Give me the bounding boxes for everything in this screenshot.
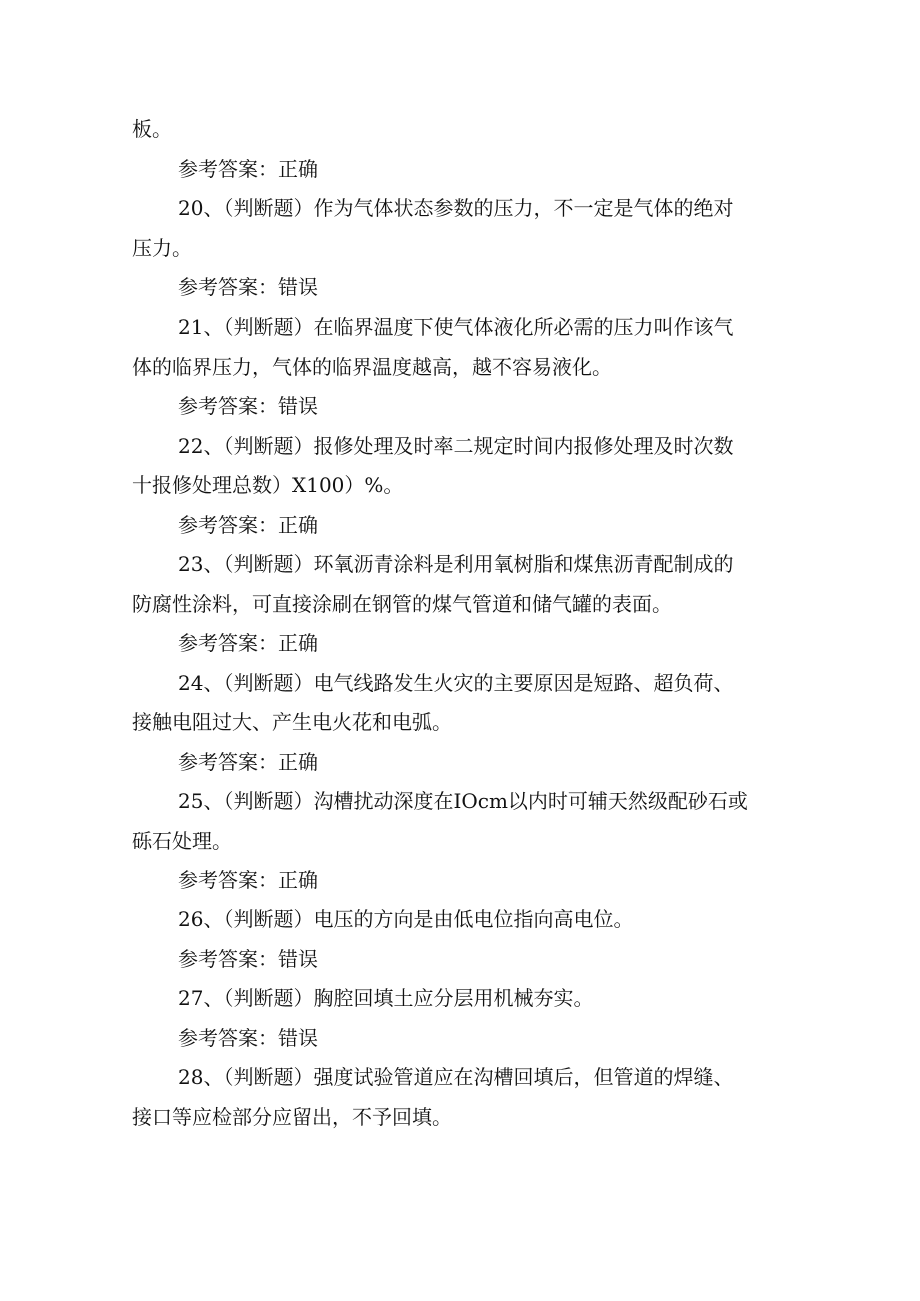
question-25-line-2: 砾石处理。: [132, 829, 232, 853]
answer-22: 参考答案：正确: [178, 513, 318, 537]
question-26: 26、（判断题）电压的方向是由低电位指向高电位。: [178, 907, 634, 931]
answer-25: 参考答案：正确: [178, 868, 318, 892]
question-21-line-1: 21、（判断题）在临界温度下使气体液化所必需的压力叫作该气: [178, 315, 734, 339]
question-19-continuation: 板。: [132, 117, 172, 141]
question-20-line-2: 压力。: [132, 236, 192, 260]
question-22-line-1: 22、（判断题）报修处理及时率二规定时间内报修处理及时次数: [178, 434, 734, 458]
answer-20: 参考答案：错误: [178, 275, 318, 299]
question-24-line-1: 24、（判断题）电气线路发生火灾的主要原因是短路、超负荷、: [178, 671, 734, 695]
answer-26: 参考答案：错误: [178, 947, 318, 971]
answer-21: 参考答案：错误: [178, 394, 318, 418]
question-20-line-1: 20、（判断题）作为气体状态参数的压力，不一定是气体的绝对: [178, 196, 734, 220]
question-23-line-1: 23、（判断题）环氧沥青涂料是利用氧树脂和煤焦沥青配制成的: [178, 552, 734, 576]
question-24-line-2: 接触电阻过大、产生电火花和电弧。: [132, 710, 452, 734]
question-22-line-2: 十报修处理总数）X100）%。: [132, 473, 404, 497]
answer-23: 参考答案：正确: [178, 631, 318, 655]
answer-27: 参考答案：错误: [178, 1026, 318, 1050]
question-23-line-2: 防腐性涂料，可直接涂刷在钢管的煤气管道和储气罐的表面。: [132, 592, 672, 616]
question-28-line-1: 28、（判断题）强度试验管道应在沟槽回填后，但管道的焊缝、: [178, 1065, 734, 1089]
question-28-line-2: 接口等应检部分应留出，不予回填。: [132, 1105, 452, 1129]
question-27: 27、（判断题）胸腔回填土应分层用机械夯实。: [178, 986, 594, 1010]
answer-24: 参考答案：正确: [178, 750, 318, 774]
answer-19: 参考答案：正确: [178, 157, 318, 181]
question-25-line-1: 25、（判断题）沟槽扰动深度在IOcm以内时可辅天然级配砂石或: [178, 789, 748, 813]
question-21-line-2: 体的临界压力，气体的临界温度越高，越不容易液化。: [132, 355, 612, 379]
